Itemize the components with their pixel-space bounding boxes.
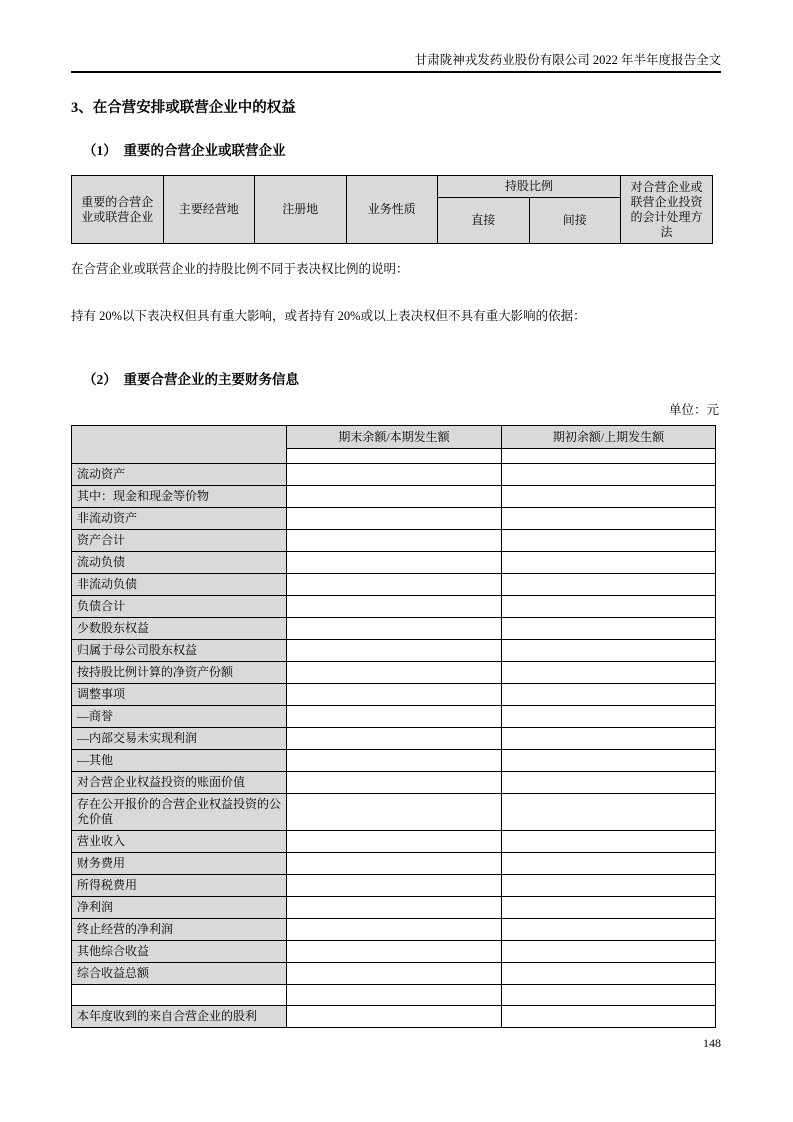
- table-header-row: [72, 426, 716, 449]
- header-rule: [71, 71, 721, 73]
- row-label: 其中：现金和现金等价物: [72, 486, 287, 508]
- row-label: 财务费用: [72, 853, 287, 875]
- value-cell-ending: [287, 919, 502, 941]
- table-row: [72, 684, 716, 706]
- row-label: 综合收益总额: [72, 963, 287, 985]
- value-cell-beginning: [502, 831, 716, 853]
- row-label: 存在公开报价的合营企业权益投资的公允价值: [72, 794, 287, 831]
- value-cell-beginning: [502, 794, 716, 831]
- value-cell-beginning: [502, 618, 716, 640]
- value-cell-ending: [287, 794, 502, 831]
- row-label: 调整事项: [72, 684, 287, 706]
- value-cell-ending: [287, 640, 502, 662]
- value-cell-ending: [287, 1006, 502, 1028]
- table-row: [72, 464, 716, 486]
- value-cell-beginning: [502, 853, 716, 875]
- table-row: [72, 750, 716, 772]
- table-row: [72, 662, 716, 684]
- header-business-nature: 业务性质: [346, 176, 438, 244]
- subheader-empty-cell: [502, 449, 716, 464]
- subheader-empty-cell: [287, 449, 502, 464]
- row-label: 流动负债: [72, 552, 287, 574]
- table-header-row: [72, 176, 713, 198]
- value-cell-beginning: [502, 530, 716, 552]
- value-cell-ending: [287, 963, 502, 985]
- table-row: [72, 640, 716, 662]
- row-label: 本年度收到的来自合营企业的股利: [72, 1006, 287, 1028]
- value-cell-ending: [287, 552, 502, 574]
- value-cell-beginning: [502, 750, 716, 772]
- value-cell-ending: [287, 772, 502, 794]
- paragraph-voting-ratio-note: 在合营企业或联营企业的持股比例不同于表决权比例的说明：: [71, 262, 409, 276]
- header-indirect: 间接: [529, 198, 621, 244]
- table-row: [72, 728, 716, 750]
- row-label: 净利润: [72, 897, 287, 919]
- table-row: [72, 618, 716, 640]
- value-cell-ending: [287, 596, 502, 618]
- value-cell-beginning: [502, 464, 716, 486]
- value-cell-ending: [287, 706, 502, 728]
- header-principal-place: 主要经营地: [163, 176, 255, 244]
- value-cell-beginning: [502, 486, 716, 508]
- value-cell-beginning: [502, 662, 716, 684]
- subsection-2-heading: （2） 重要合营企业的主要财务信息: [83, 372, 299, 387]
- joint-venture-overview-table: [71, 175, 713, 244]
- row-label: —商誉: [72, 706, 287, 728]
- row-label: —内部交易未实现利润: [72, 728, 287, 750]
- table-row: [72, 875, 716, 897]
- content-area: [71, 0, 721, 1028]
- value-cell-ending: [287, 941, 502, 963]
- row-label: 营业收入: [72, 831, 287, 853]
- table-row: [72, 706, 716, 728]
- row-label: [72, 985, 287, 1006]
- header-title: 甘肃陇神戎发药业股份有限公司 2022 年半年度报告全文: [414, 53, 721, 67]
- value-cell-ending: [287, 486, 502, 508]
- value-cell-beginning: [502, 640, 716, 662]
- value-cell-beginning: [502, 919, 716, 941]
- value-cell-beginning: [502, 552, 716, 574]
- page-number: 148: [703, 1036, 721, 1050]
- table-row: [72, 985, 716, 1006]
- value-cell-beginning: [502, 875, 716, 897]
- row-label: 其他综合收益: [72, 941, 287, 963]
- value-cell-ending: [287, 831, 502, 853]
- table-row: [72, 574, 716, 596]
- row-label: 所得税费用: [72, 875, 287, 897]
- row-label: 流动资产: [72, 464, 287, 486]
- value-cell-ending: [287, 530, 502, 552]
- table-row: [72, 596, 716, 618]
- value-cell-ending: [287, 574, 502, 596]
- header-beginning-balance: 期初余额/上期发生额: [502, 426, 716, 449]
- unit-label: 单位：元: [668, 403, 719, 417]
- value-cell-beginning: [502, 897, 716, 919]
- value-cell-ending: [287, 750, 502, 772]
- row-label: 资产合计: [72, 530, 287, 552]
- value-cell-ending: [287, 875, 502, 897]
- value-cell-beginning: [502, 985, 716, 1006]
- table-row: [72, 919, 716, 941]
- value-cell-beginning: [502, 706, 716, 728]
- value-cell-beginning: [502, 508, 716, 530]
- value-cell-beginning: [502, 596, 716, 618]
- table-row: [72, 1006, 716, 1028]
- table-row: [72, 897, 716, 919]
- table-row: [72, 486, 716, 508]
- value-cell-beginning: [502, 963, 716, 985]
- value-cell-ending: [287, 464, 502, 486]
- table-row: [72, 794, 716, 831]
- row-label: 非流动负债: [72, 574, 287, 596]
- row-label: 终止经营的净利润: [72, 919, 287, 941]
- row-label: 非流动资产: [72, 508, 287, 530]
- value-cell-beginning: [502, 772, 716, 794]
- table-row: [72, 853, 716, 875]
- table-row: [72, 552, 716, 574]
- header-ending-balance: 期末余额/本期发生额: [287, 426, 502, 449]
- value-cell-ending: [287, 853, 502, 875]
- row-label: 按持股比例计算的净资产份额: [72, 662, 287, 684]
- table-row: [72, 963, 716, 985]
- value-cell-ending: [287, 618, 502, 640]
- row-label: 归属于母公司股东权益: [72, 640, 287, 662]
- value-cell-beginning: [502, 1006, 716, 1028]
- paragraph-significant-influence: 持有 20%以下表决权但具有重大影响，或者持有 20%或以上表决权但不具有重大影响的依据：: [71, 309, 586, 323]
- value-cell-ending: [287, 508, 502, 530]
- header-direct: 直接: [438, 198, 530, 244]
- value-cell-ending: [287, 662, 502, 684]
- value-cell-ending: [287, 985, 502, 1006]
- row-label: 负债合计: [72, 596, 287, 618]
- financial-info-table: [71, 425, 716, 1028]
- row-label: 对合营企业权益投资的账面价值: [72, 772, 287, 794]
- table-row: [72, 941, 716, 963]
- header-empty-cell: [72, 426, 287, 464]
- table-row: [72, 508, 716, 530]
- value-cell-beginning: [502, 574, 716, 596]
- header-shareholding-ratio: 持股比例: [438, 176, 621, 198]
- value-cell-beginning: [502, 728, 716, 750]
- table-row: [72, 530, 716, 552]
- header-registered-place: 注册地: [255, 176, 347, 244]
- row-label: —其他: [72, 750, 287, 772]
- section-heading: 3、在合营安排或联营企业中的权益: [71, 100, 296, 116]
- subsection-1-heading: （1） 重要的合营企业或联营企业: [83, 143, 286, 158]
- value-cell-ending: [287, 897, 502, 919]
- value-cell-beginning: [502, 684, 716, 706]
- row-label: 少数股东权益: [72, 618, 287, 640]
- value-cell-beginning: [502, 941, 716, 963]
- header-accounting-method: 对合营企业或联营企业投资的会计处理方法: [621, 176, 713, 244]
- header-entity: 重要的合营企业或联营企业: [72, 176, 164, 244]
- value-cell-ending: [287, 728, 502, 750]
- table-row: [72, 831, 716, 853]
- value-cell-ending: [287, 684, 502, 706]
- table-row: [72, 772, 716, 794]
